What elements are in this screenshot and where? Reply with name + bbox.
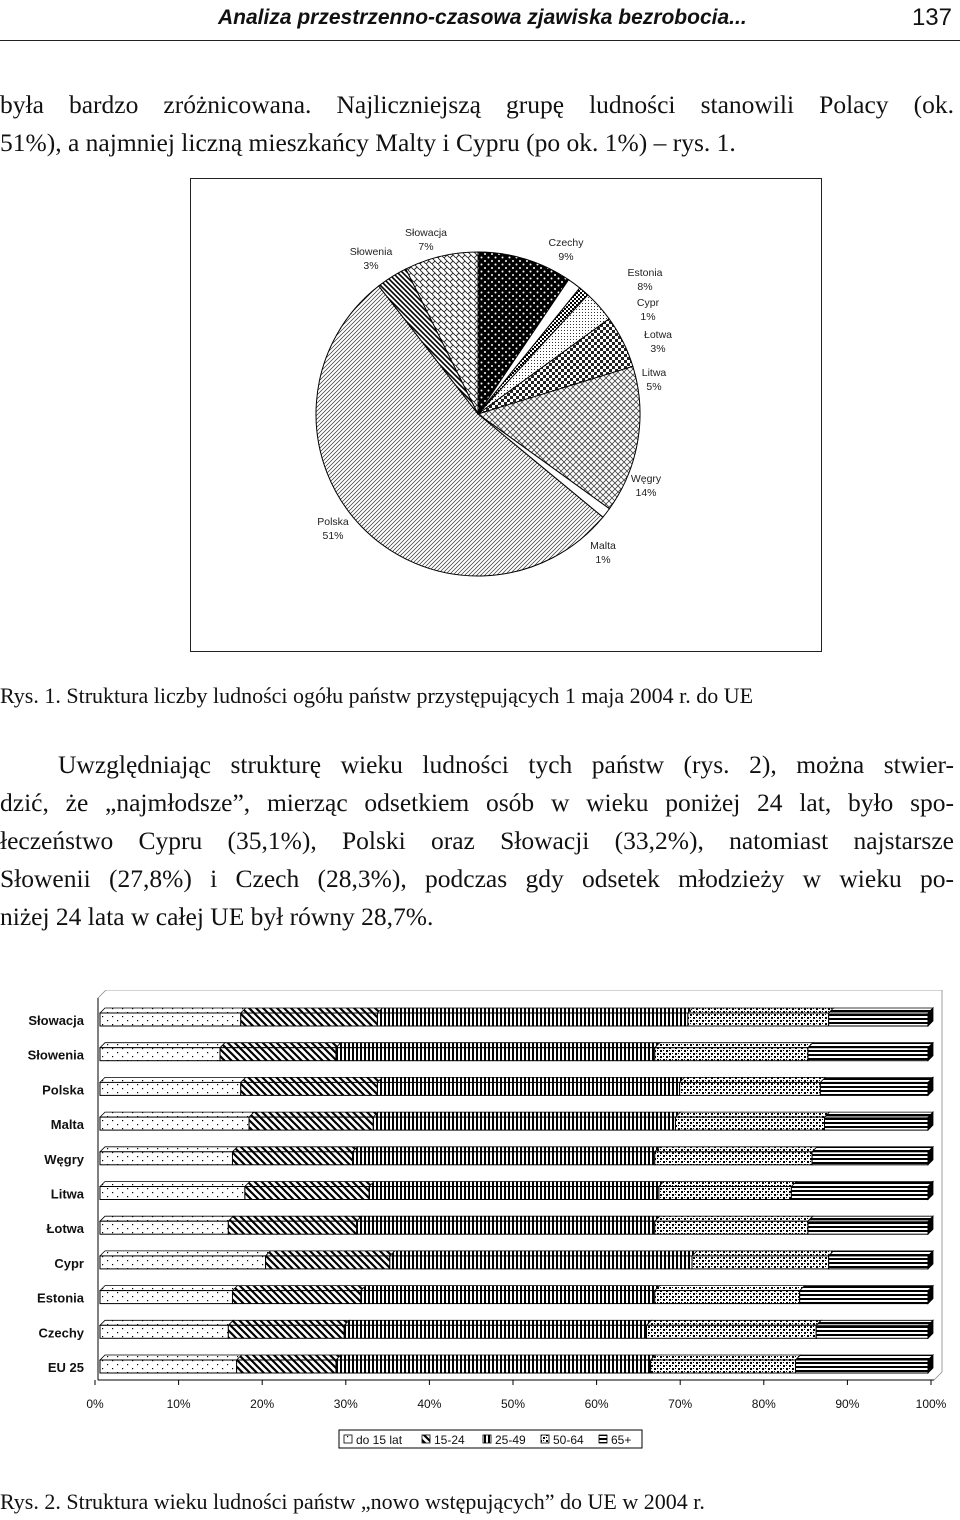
bar-segment-top xyxy=(241,1008,383,1013)
bar-segment-top xyxy=(655,1147,817,1152)
bar-segment xyxy=(100,1291,232,1304)
bar-segment-top xyxy=(361,1286,660,1291)
pie-pct-label: 51% xyxy=(322,530,344,542)
legend-swatch xyxy=(483,1435,491,1443)
bar-segment-top xyxy=(100,1320,233,1325)
bar-segment-top xyxy=(659,1182,796,1187)
x-tick-label: 0% xyxy=(86,1397,104,1411)
bar-segment-top xyxy=(241,1077,383,1082)
x-tick-label: 10% xyxy=(166,1397,191,1411)
bar-segment-top xyxy=(692,1251,834,1256)
bar-segment xyxy=(796,1360,928,1373)
bar-segment-top xyxy=(249,1112,378,1117)
pie-pct-label: 9% xyxy=(558,251,574,263)
bar-segment xyxy=(249,1117,373,1130)
bar-category-label: Estonia xyxy=(37,1290,84,1306)
text-line: niżej 24 lata w całej UE był równy 28,7%. xyxy=(0,902,434,931)
bar-segment-top xyxy=(655,1216,813,1221)
bar-segment-top xyxy=(353,1147,660,1152)
bar-segment-top xyxy=(373,1112,680,1117)
figure2-caption: Rys. 2. Struktura wieku ludności państw „nowo wstępujących” do UE w 2004 r. xyxy=(0,1489,705,1514)
pie-label: Czechy xyxy=(548,237,584,249)
bar-segment-top xyxy=(800,1286,933,1291)
bar-segment-top xyxy=(100,1043,225,1048)
x-tick-label: 60% xyxy=(584,1397,609,1411)
bar-segment-top xyxy=(232,1147,357,1152)
bar-segment xyxy=(816,1325,928,1338)
bar-segment xyxy=(357,1221,655,1234)
bar-category-label: Malta xyxy=(50,1117,84,1133)
bar-segment xyxy=(800,1291,928,1304)
pie-pct-label: 3% xyxy=(650,343,666,355)
bar-segment-top xyxy=(655,1286,805,1291)
bar-segment-top xyxy=(344,1320,651,1325)
bar-segment-top xyxy=(812,1147,933,1152)
bar-segment xyxy=(655,1152,812,1165)
bar-segment xyxy=(100,1187,245,1200)
bar-segment-top xyxy=(100,1008,246,1013)
bar-segment-top xyxy=(228,1216,361,1221)
bar-segment xyxy=(100,1082,241,1095)
text-line: łeczeństwo Cypru (35,1%), Polski oraz Słowacji (33,2%), natomiast najstarsze xyxy=(0,826,954,855)
x-tick-label: 70% xyxy=(668,1397,693,1411)
bar-segment xyxy=(390,1256,692,1269)
bar-segment-top xyxy=(228,1320,349,1325)
bar-category-label: EU 25 xyxy=(47,1360,84,1375)
bar-segment xyxy=(266,1256,390,1269)
text-line: Uwzględniając strukturę wieku ludności tych państw (rys. 2), można stwier- xyxy=(58,750,954,779)
bar-segment-top xyxy=(357,1216,660,1221)
bar-segment-top xyxy=(816,1320,933,1325)
bar-segment-top xyxy=(100,1286,237,1291)
bar-segment-top xyxy=(100,1216,233,1221)
bar-segment xyxy=(241,1013,378,1026)
x-tick-label: 20% xyxy=(250,1397,275,1411)
pie-label: Słowacja xyxy=(404,227,448,239)
bar-category-label: Słowenia xyxy=(27,1047,84,1063)
bar-segment xyxy=(100,1325,228,1338)
legend-label: 25-49 xyxy=(495,1433,526,1447)
bar-segment xyxy=(692,1256,829,1269)
bar-segment-top xyxy=(646,1320,821,1325)
legend-label: do 15 lat xyxy=(356,1433,403,1447)
bar-segment-top xyxy=(796,1355,933,1360)
bar-segment-top xyxy=(232,1286,365,1291)
bar-segment-top xyxy=(808,1043,933,1048)
page-number: 137 xyxy=(911,4,952,31)
legend-label: 50-64 xyxy=(553,1433,584,1447)
bar-segment xyxy=(100,1221,228,1234)
bar-segment-top xyxy=(829,1008,933,1013)
bar-segment xyxy=(655,1291,800,1304)
bar-segment xyxy=(377,1082,679,1095)
bar-segment-top xyxy=(100,1182,250,1187)
bar-segment xyxy=(241,1082,378,1095)
bar-segment xyxy=(791,1187,928,1200)
pie-pct-label: 7% xyxy=(418,241,434,253)
bar-segment-top xyxy=(100,1147,237,1152)
bar-segment-top xyxy=(390,1251,697,1256)
bar-segment xyxy=(100,1152,232,1165)
x-tick-label: 40% xyxy=(417,1397,442,1411)
bar-segment-top xyxy=(369,1182,664,1187)
pie-label: Łotwa xyxy=(643,329,673,341)
bar-segment-top xyxy=(791,1182,933,1187)
bar-segment xyxy=(675,1117,824,1130)
bar-segment xyxy=(369,1187,659,1200)
bar-segment xyxy=(100,1256,266,1269)
running-title: Analiza przestrzenno-czasowa zjawiska bezrobocia... xyxy=(218,6,747,29)
bar-segment-top xyxy=(808,1216,933,1221)
bar-segment-top xyxy=(266,1251,395,1256)
bar-segment xyxy=(655,1221,808,1234)
legend-swatch xyxy=(344,1435,352,1443)
bar-segment xyxy=(659,1187,791,1200)
pie-label: Słowenia xyxy=(349,246,393,258)
bar-segment xyxy=(228,1221,356,1234)
x-tick-label: 50% xyxy=(500,1397,526,1411)
x-tick-label: 30% xyxy=(333,1397,358,1411)
pie-chart xyxy=(0,0,960,700)
bar-segment-top xyxy=(100,1077,246,1082)
bar-segment xyxy=(655,1048,808,1061)
bar-segment xyxy=(353,1152,655,1165)
bar-segment xyxy=(373,1117,675,1130)
bar-segment xyxy=(829,1256,928,1269)
bar-segment-top xyxy=(651,1355,801,1360)
age-structure-bar-chart xyxy=(0,990,960,1480)
body-paragraph xyxy=(0,746,954,936)
bar-segment-top xyxy=(336,1355,656,1360)
pie-pct-label: 8% xyxy=(637,281,653,293)
bar-segment-top xyxy=(100,1251,271,1256)
pie-pct-label: 3% xyxy=(363,260,379,272)
text-line: była bardzo zróżnicowana. Najliczniejszą grupę ludności stanowili Polacy (ok. xyxy=(0,90,954,119)
bar-segment-top xyxy=(100,1112,254,1117)
bar-segment-top xyxy=(377,1077,684,1082)
bar-segment xyxy=(336,1360,651,1373)
bar-segment-top xyxy=(100,1355,242,1360)
bar-segment-top xyxy=(220,1043,341,1048)
text-line: 51%), a najmniej liczną mieszkańcy Malty i Cypru (po ok. 1%) – rys. 1. xyxy=(0,128,736,157)
bar-segment xyxy=(688,1013,829,1026)
bar-segment-top xyxy=(655,1043,813,1048)
bar-segment-top xyxy=(237,1355,341,1360)
bar-segment-top xyxy=(245,1182,374,1187)
bar-segment xyxy=(377,1013,688,1026)
bar-segment xyxy=(808,1221,928,1234)
legend-swatch xyxy=(599,1435,607,1443)
legend-swatch xyxy=(541,1435,549,1443)
bar-segment xyxy=(100,1360,237,1373)
bar-segment xyxy=(825,1117,929,1130)
bar-segment-top xyxy=(675,1112,829,1117)
pie-label: Litwa xyxy=(641,367,667,379)
text-line: dzić, że „najmłodsze”, mierząc odsetkiem osób w wieku poniżej 24 lat, było spo- xyxy=(0,788,954,817)
bar-segment xyxy=(100,1048,220,1061)
bar-segment xyxy=(232,1291,360,1304)
x-tick-label: 100% xyxy=(915,1397,947,1411)
bar-segment xyxy=(808,1048,928,1061)
bar-segment xyxy=(232,1152,352,1165)
pie-label: Węgry xyxy=(630,473,662,485)
bar-segment xyxy=(361,1291,655,1304)
legend-label: 65+ xyxy=(611,1433,632,1447)
pie-pct-label: 5% xyxy=(646,381,662,393)
bar-segment-top xyxy=(688,1008,834,1013)
legend-swatch xyxy=(422,1435,430,1443)
pie-pct-label: 1% xyxy=(595,554,611,566)
bar-category-label: Litwa xyxy=(50,1186,84,1202)
bar-segment-top xyxy=(825,1112,934,1117)
bar-category-label: Czechy xyxy=(38,1325,84,1341)
figure1-caption: Rys. 1. Struktura liczby ludności ogółu państw przystępujących 1 maja 2004 r. do UE xyxy=(0,683,754,708)
bar-category-label: Łotwa xyxy=(46,1221,84,1237)
x-tick-label: 80% xyxy=(751,1397,776,1411)
bar-segment xyxy=(820,1082,928,1095)
bar-segment xyxy=(220,1048,336,1061)
bar-segment xyxy=(336,1048,655,1061)
bar-segment xyxy=(829,1013,928,1026)
pie-pct-label: 14% xyxy=(635,487,657,499)
bar-segment-top xyxy=(820,1077,933,1082)
bar-segment xyxy=(228,1325,344,1338)
bar-segment-top xyxy=(680,1077,826,1082)
bar-segment-top xyxy=(377,1008,693,1013)
pie-label: Malta xyxy=(590,540,616,552)
bar-segment xyxy=(646,1325,816,1338)
x-tick-label: 90% xyxy=(835,1397,860,1411)
pie-label: Cypr xyxy=(636,297,660,309)
bar-segment-top xyxy=(829,1251,933,1256)
bar-segment xyxy=(237,1360,336,1373)
bar-category-label: Cypr xyxy=(54,1255,84,1271)
bar-segment xyxy=(812,1152,928,1165)
bar-segment xyxy=(344,1325,646,1338)
bar-category-label: Słowacja xyxy=(28,1013,84,1028)
bar-category-label: Polska xyxy=(42,1082,84,1098)
bar-segment xyxy=(680,1082,821,1095)
bar-segment xyxy=(245,1187,369,1200)
text-line: Słowenii (27,8%) i Czech (28,3%), podczas gdy odsetek młodzieży w wieku po- xyxy=(0,864,954,893)
legend-label: 15-24 xyxy=(434,1433,465,1447)
bar-segment xyxy=(100,1117,249,1130)
pie-label: Polska xyxy=(317,516,349,528)
bar-category-label: Węgry xyxy=(44,1151,84,1167)
pie-pct-label: 1% xyxy=(640,311,656,323)
bar-segment-top xyxy=(336,1043,660,1048)
pie-label: Estonia xyxy=(627,267,663,279)
bar-segment xyxy=(100,1013,241,1026)
bar-segment xyxy=(651,1360,796,1373)
